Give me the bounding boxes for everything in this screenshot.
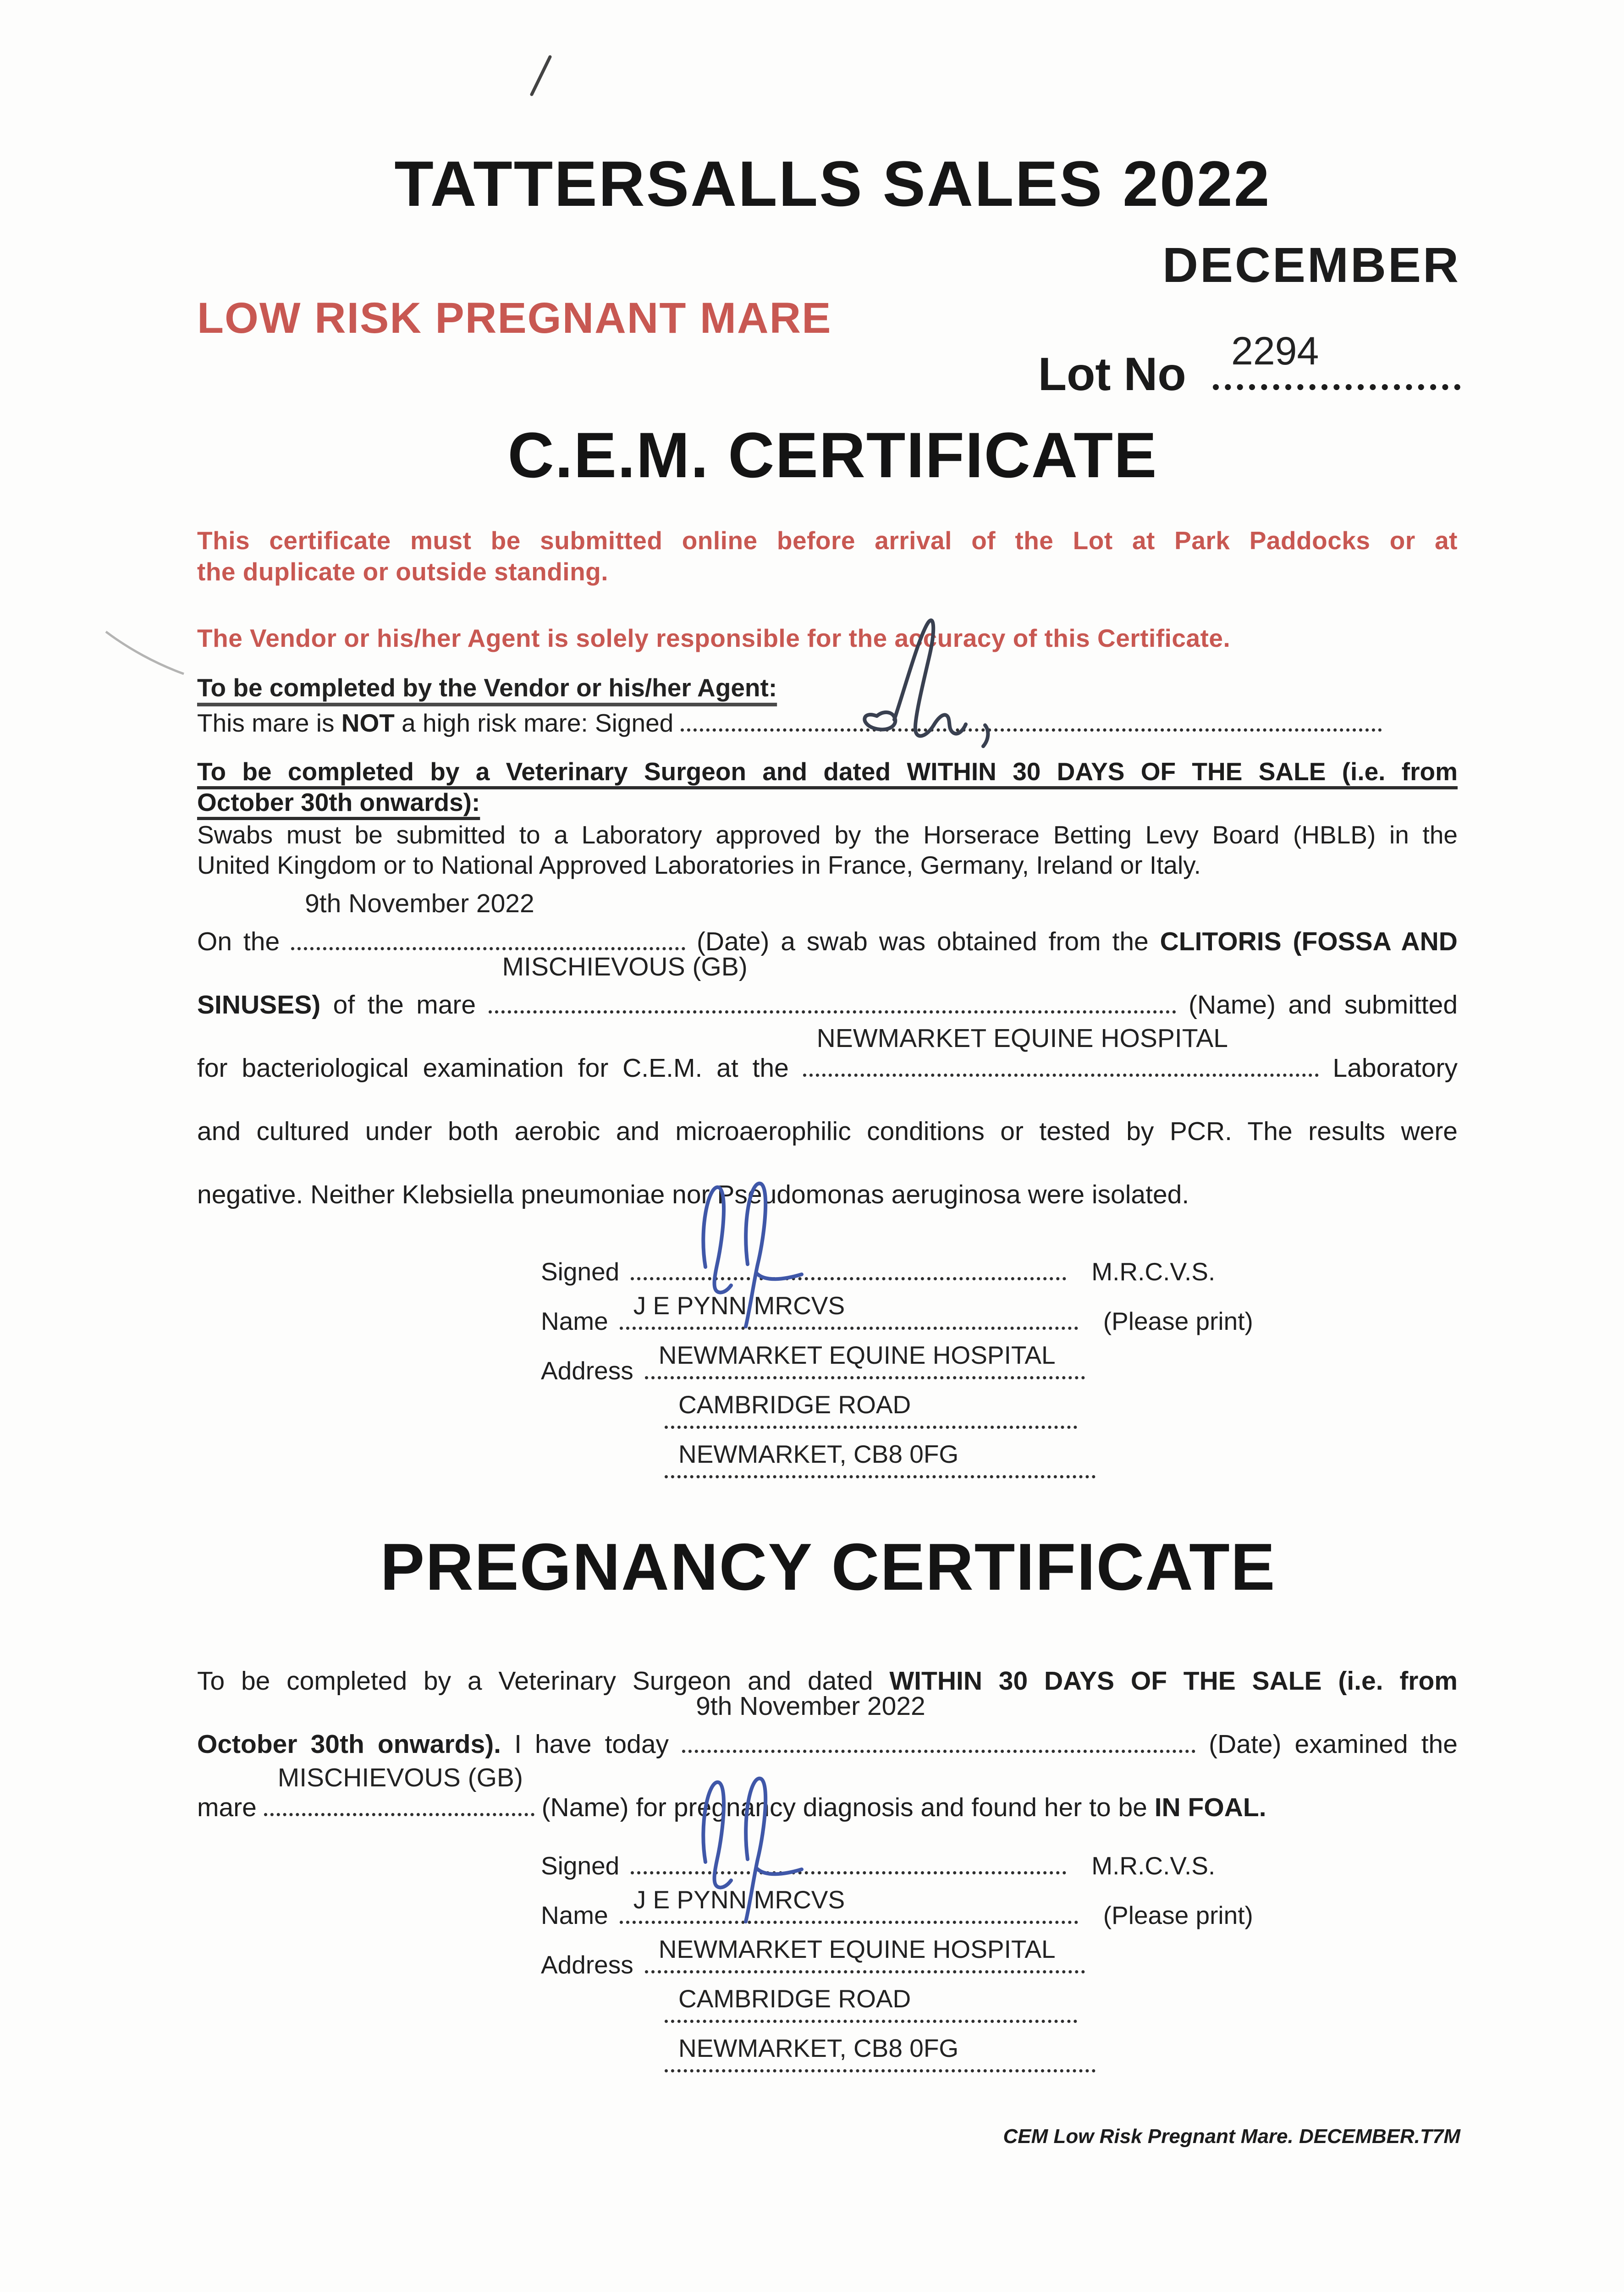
vet-section-heading	[197, 756, 1458, 818]
on-the-text: On the	[197, 927, 280, 956]
declaration-line4: and cultured under both aerobic and microaerophilic conditions or tested by PCR. The results were	[197, 1117, 1458, 1146]
name-value: J E PYNN MRCVS	[633, 1291, 845, 1320]
pregnancy-certificate-heading: PREGNANCY CERTIFICATE	[380, 1530, 1276, 1604]
in-foal-bold: IN FOAL.	[1154, 1793, 1266, 1822]
address-row-3	[665, 2034, 1253, 2078]
after-date-text: (Date) a swab was obtained from the	[696, 927, 1149, 956]
submission-notice-line1: This certificate must be submitted online before arrival of the Lot at Park Paddocks or at	[197, 526, 1458, 555]
please-print-label: (Please print)	[1103, 1307, 1253, 1335]
preg-within-bold: WITHIN 30 DAYS OF THE SALE (i.e. from	[889, 1666, 1458, 1696]
submission-notice	[197, 525, 1458, 587]
mrcvs-label: M.R.C.V.S.	[1091, 1257, 1216, 1286]
swab-date-value: 9th November 2022	[305, 889, 534, 918]
after-lab-text: Laboratory	[1332, 1053, 1458, 1083]
swab-site-bold-1: CLITORIS (FOSSA AND	[1160, 927, 1458, 956]
vendor-statement	[197, 708, 1382, 738]
cem-certificate-heading: C.E.M. CERTIFICATE	[507, 419, 1158, 491]
form-reference-footer: CEM Low Risk Pregnant Mare. DECEMBER.T7M	[1003, 2125, 1460, 2148]
submission-notice-line2: the duplicate or outside standing.	[197, 557, 609, 586]
address-value-3: NEWMARKET, CB8 0FG	[678, 2034, 959, 2062]
address-row-3	[665, 1440, 1253, 1484]
mare-name-value: MISCHIEVOUS (GB)	[502, 952, 748, 981]
vendor-statement-end: a high risk mare: Signed	[402, 709, 674, 737]
signed-row	[541, 1851, 1253, 1880]
preg-onwards-bold: October 30th onwards).	[197, 1730, 501, 1759]
not-emphasis: NOT	[341, 709, 395, 737]
lot-number-row	[1038, 329, 1460, 401]
laboratory-note	[197, 820, 1458, 880]
address-line-1	[645, 1935, 1085, 1973]
address-value-3: NEWMARKET, CB8 0FG	[678, 1440, 959, 1468]
preg-mare-name-field	[264, 1763, 534, 1816]
address-line-3	[665, 1440, 1096, 1478]
risk-category-label: LOW RISK PREGNANT MARE	[197, 294, 832, 342]
cem-signoff-block	[541, 1257, 1253, 1504]
laboratory-value: NEWMARKET EQUINE HOSPITAL	[816, 1024, 1228, 1053]
page-title: TATTERSALLS SALES 2022	[394, 148, 1271, 220]
address-row-2	[665, 1984, 1253, 2029]
pregnancy-declaration	[197, 1649, 1458, 1839]
of-the-mare-text: of the mare	[333, 990, 476, 1019]
sale-month-label: DECEMBER	[1162, 237, 1460, 292]
preg-have-today-text: I have today	[514, 1730, 669, 1759]
declaration-line5: negative. Neither Klebsiella pneumoniae nor Pseudomonas aeruginosa were isolated.	[197, 1180, 1189, 1209]
address-value-2: CAMBRIDGE ROAD	[678, 1390, 911, 1419]
name-label: Name	[541, 1307, 608, 1335]
vet-heading-line2: October 30th onwards):	[197, 788, 480, 816]
address-value-1: NEWMARKET EQUINE HOSPITAL	[658, 1935, 1056, 1963]
signature-line	[631, 1865, 1066, 1874]
address-row	[541, 1341, 1253, 1385]
name-row	[541, 1291, 1253, 1336]
address-label: Address	[541, 1950, 633, 1979]
preg-after-date-text: (Date) examined the	[1209, 1730, 1458, 1759]
vendor-statement-start: This mare is	[197, 709, 335, 737]
signed-label: Signed	[541, 1257, 620, 1286]
mrcvs-label: M.R.C.V.S.	[1091, 1851, 1216, 1880]
name-row	[541, 1885, 1253, 1930]
responsibility-notice: The Vendor or his/her Agent is solely responsible for the accuracy of this Certificate.	[197, 624, 1231, 652]
address-value-1: NEWMARKET EQUINE HOSPITAL	[658, 1341, 1056, 1369]
address-label: Address	[541, 1356, 633, 1385]
address-row-2	[665, 1390, 1253, 1435]
exam-date-field	[682, 1691, 1195, 1753]
vendor-section-heading: To be completed by the Vendor or his/her Agent:	[197, 673, 777, 702]
signed-row	[541, 1257, 1253, 1286]
address-line-2	[665, 1390, 1077, 1429]
address-row	[541, 1935, 1253, 1979]
laboratory-field	[803, 1024, 1319, 1077]
lot-number-value: 2294	[1231, 329, 1319, 373]
preg-mare-label: mare	[197, 1793, 257, 1822]
address-line-2	[665, 1984, 1077, 2023]
after-name-text: (Name) and submitted	[1188, 990, 1458, 1019]
address-value-2: CAMBRIDGE ROAD	[678, 1984, 911, 2013]
swab-site-bold-2: SINUSES)	[197, 990, 321, 1019]
laboratory-note-line1: Swabs must be submitted to a Laboratory approved by the Horserace Betting Levy Board (HBLB) in the	[197, 821, 1458, 849]
preg-after-name-text: (Name) for pregnancy diagnosis and found her to be	[541, 1793, 1147, 1822]
laboratory-note-line2: United Kingdom or to National Approved Laboratories in France, Germany, Ireland or Italy.	[197, 851, 1201, 879]
cem-declaration	[197, 889, 1458, 1226]
name-line	[620, 1885, 1078, 1924]
vendor-signature-line	[681, 722, 1382, 732]
address-line-3	[665, 2034, 1096, 2072]
signature-line	[631, 1271, 1066, 1280]
exam-date-value: 9th November 2022	[696, 1691, 925, 1721]
name-label: Name	[541, 1901, 608, 1929]
pregnancy-signoff-block	[541, 1851, 1253, 2099]
preg-completed-text: To be completed by a Veterinary Surgeon and dated	[197, 1666, 873, 1696]
please-print-label: (Please print)	[1103, 1901, 1253, 1929]
scan-mark-slash	[527, 54, 555, 98]
declaration-line1	[197, 889, 1458, 973]
vet-heading-line1: To be completed by a Veterinary Surgeon and dated WITHIN 30 DAYS OF THE SALE (i.e. from	[197, 757, 1458, 786]
scan-artifact-curve	[103, 628, 188, 681]
pregnancy-line3	[197, 1763, 1458, 1839]
name-value: J E PYNN MRCVS	[633, 1885, 845, 1914]
lot-number-line	[1213, 329, 1460, 390]
lab-lead-text: for bacteriological examination for C.E.M. at the	[197, 1053, 789, 1083]
preg-mare-name-value: MISCHIEVOUS (GB)	[277, 1763, 523, 1792]
declaration-line3	[197, 1024, 1458, 1100]
lot-label: Lot No	[1038, 348, 1186, 400]
signed-label: Signed	[541, 1851, 620, 1880]
address-line-1	[645, 1341, 1085, 1379]
name-line	[620, 1291, 1078, 1330]
